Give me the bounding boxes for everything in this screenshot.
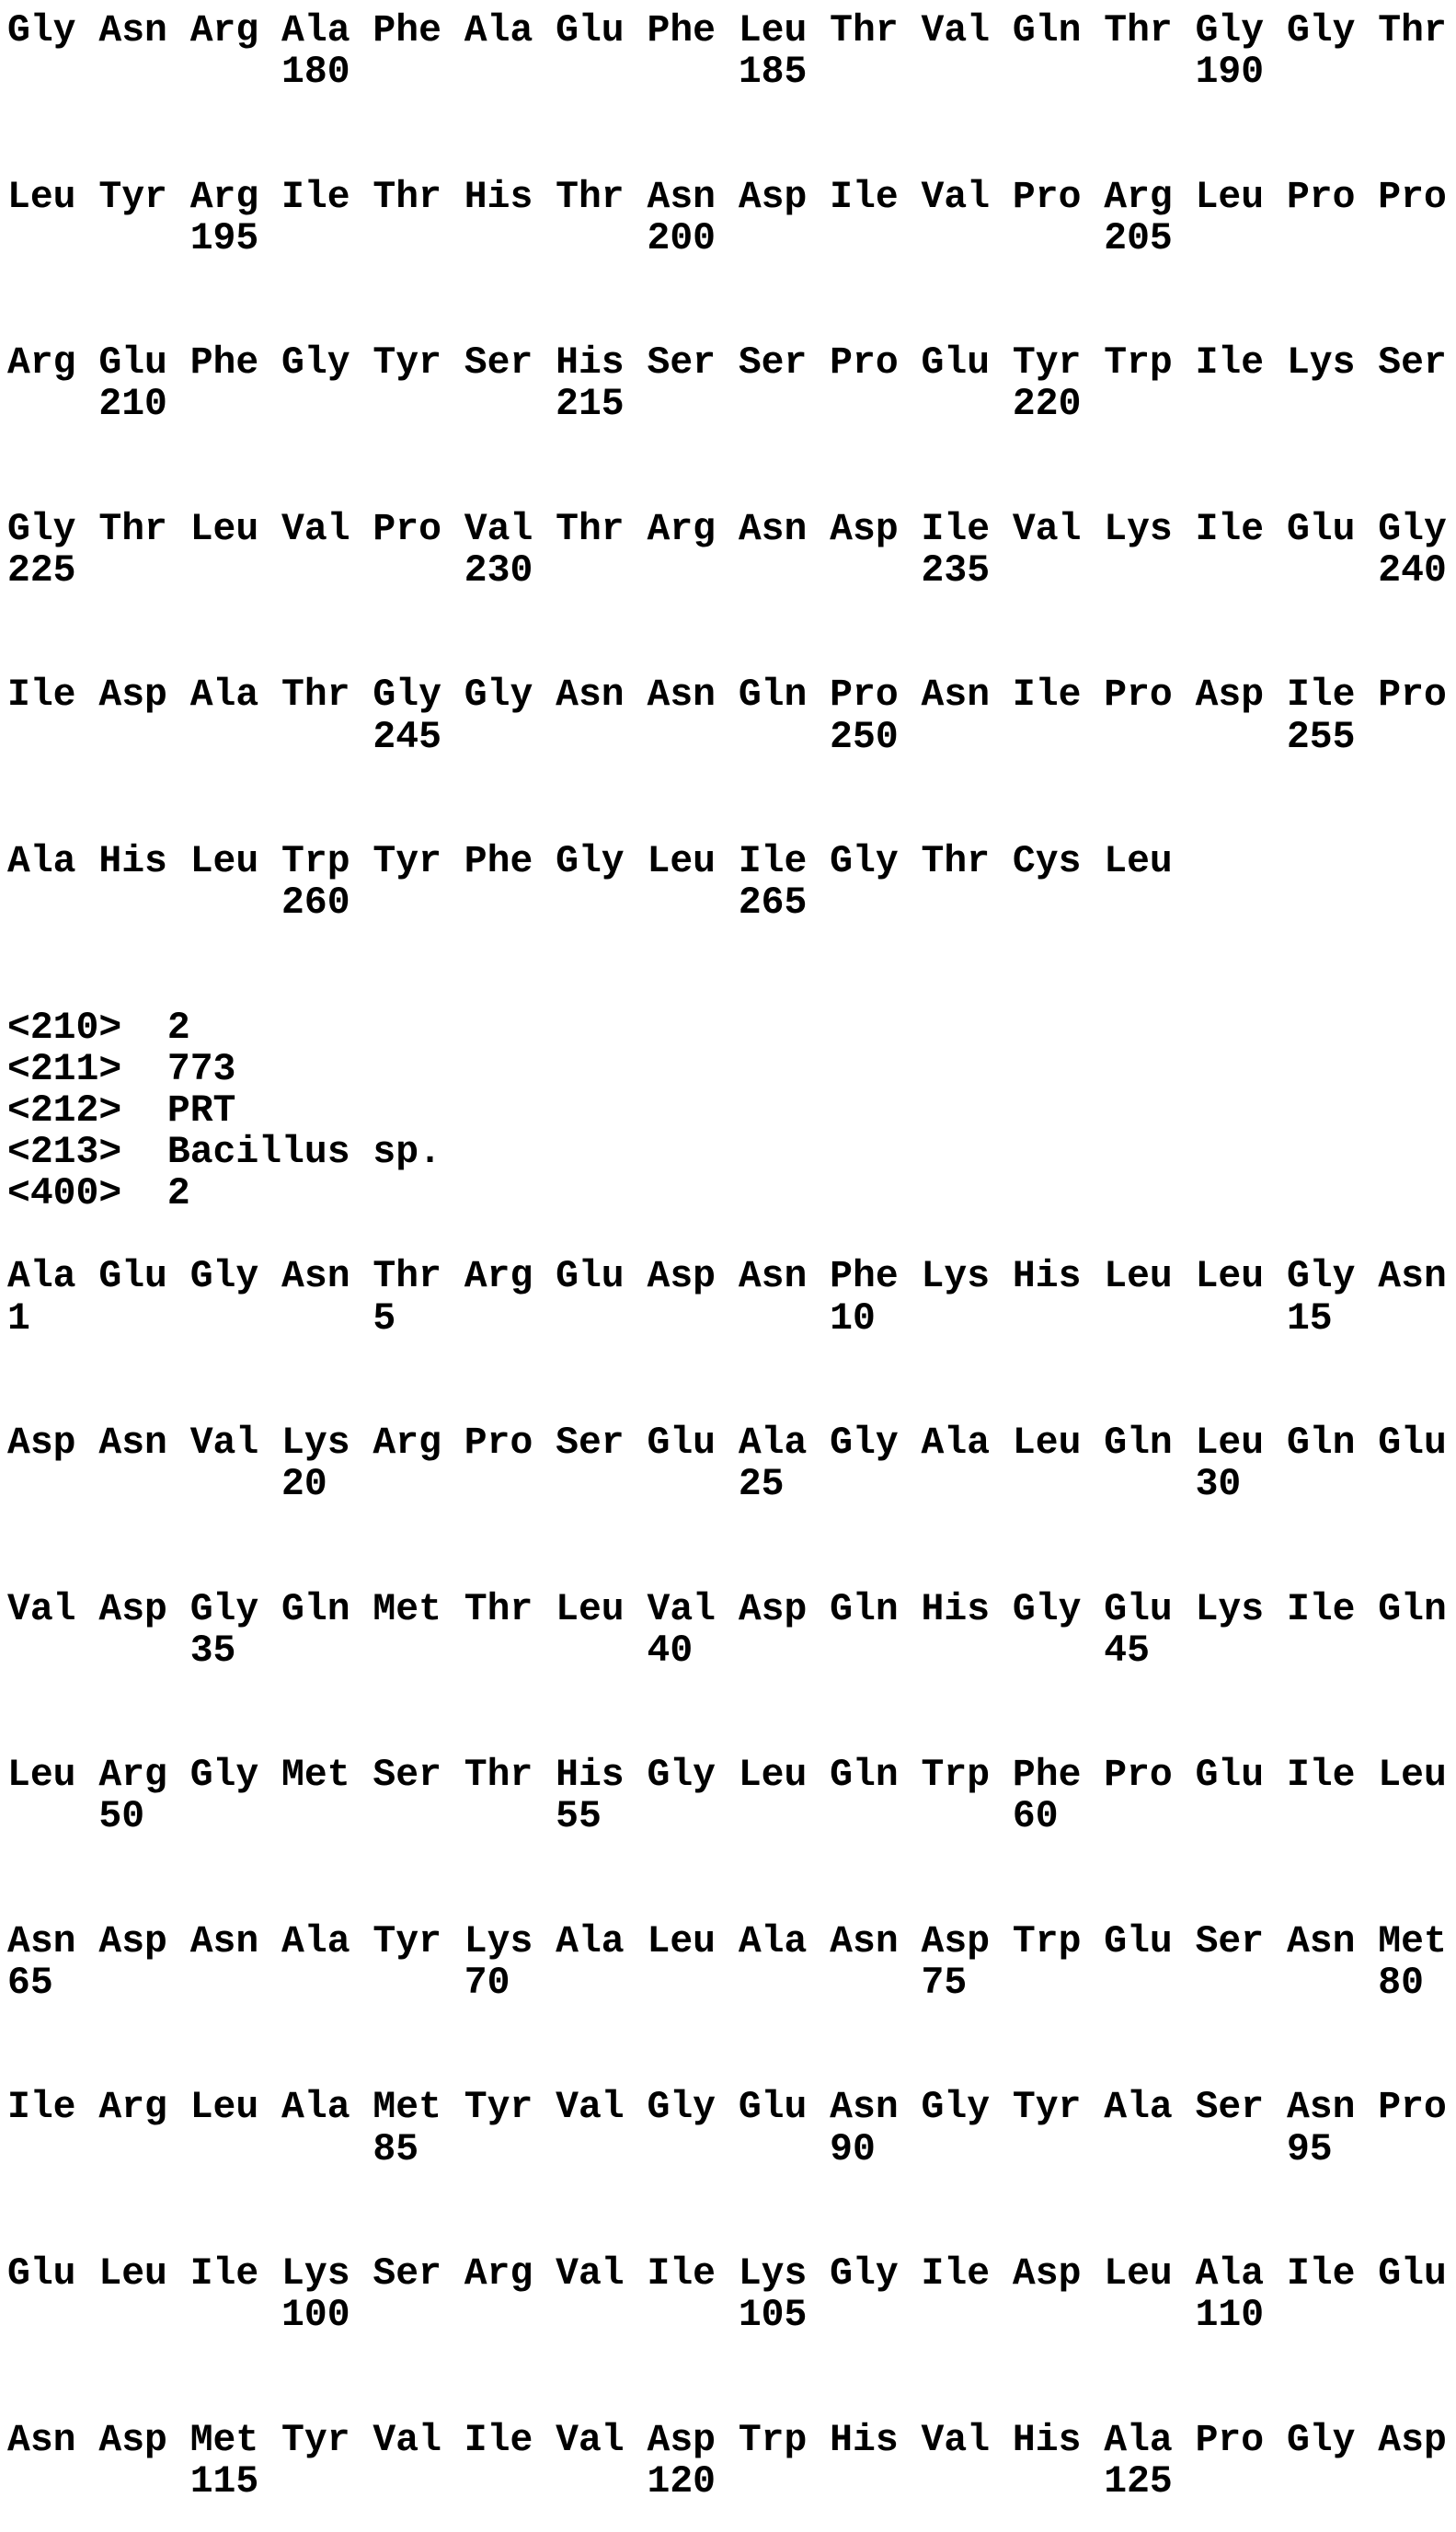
residue-line: Asn Asp Asn Ala Tyr Lys Ala Leu Ala Asn Asp Trp Glu Ser Asn Met [7,1920,1447,1963]
residue-number-line: 1 5 10 15 [7,1297,1333,1341]
residue-number-line: 210 215 220 [7,384,1082,427]
residue-number-line: 225 230 235 240 [7,549,1447,593]
residue-number-line: 85 90 95 [7,2128,1333,2171]
sequence-block [7,2254,1456,2421]
tag-line-400: <400> 2 [7,1173,190,1216]
tag-line-213: <213> Bacillus sp. [7,1131,441,1174]
residue-number-line: 180 185 190 [7,52,1265,95]
residue-line: Ile Arg Leu Ala Met Tyr Val Gly Glu Asn Gly Tyr Ala Ser Asn Pro [7,2087,1447,2130]
residue-line: Asn Asp Met Tyr Val Ile Val Asp Trp His Val His Ala Pro Gly Asp [7,2419,1447,2462]
tag-line-212: <212> PRT [7,1089,236,1133]
residue-line: Ala His Leu Trp Tyr Phe Gly Leu Ile Gly Thr Cys Leu [7,840,1173,883]
sequence-2-header [7,1008,1456,1216]
residue-number-line: 100 105 110 [7,2295,1265,2338]
residue-number-line: 195 200 205 [7,217,1173,260]
sequence-block [7,1590,1456,1756]
sequence-block [7,2088,1456,2254]
sequence-block [7,1423,1456,1590]
residue-line: Leu Arg Gly Met Ser Thr His Gly Leu Gln Trp Phe Pro Glu Ile Leu [7,1755,1447,1798]
residue-line: Glu Leu Ile Lys Ser Arg Val Ile Lys Gly Ile Asp Leu Ala Ile Glu [7,2252,1447,2296]
residue-line: Val Asp Gly Gln Met Thr Leu Val Asp Gln His Gly Glu Lys Ile Gln [7,1588,1447,1631]
residue-number-line: 245 250 255 [7,716,1356,759]
tag-line-211: <211> 773 [7,1048,236,1091]
residue-number-line: 50 55 60 [7,1796,1059,1839]
sequence-block [7,2421,1456,2532]
sequence-block [7,510,1456,676]
residue-number-line: 20 25 30 [7,1464,1242,1507]
sequence-block [7,178,1456,344]
residue-line: Gly Asn Arg Ala Phe Ala Glu Phe Leu Thr Val Gln Thr Gly Gly Thr [7,10,1447,52]
residue-number-line: 65 70 75 80 [7,1962,1424,2005]
residue-number-line: 115 120 125 [7,2460,1173,2503]
sequence-block [7,1922,1456,2089]
residue-line: Arg Glu Phe Gly Tyr Ser His Ser Ser Pro Glu Tyr Trp Ile Lys Ser [7,342,1447,386]
residue-line: Ala Glu Gly Asn Thr Arg Glu Asp Asn Phe Lys His Leu Leu Gly Asn [7,1256,1447,1299]
residue-number-line: 35 40 45 [7,1629,1150,1673]
residue-line: Ile Asp Ala Thr Gly Gly Asn Asn Gln Pro Asn Ile Pro Asp Ile Pro [7,674,1447,718]
residue-line: Gly Thr Leu Val Pro Val Thr Arg Asn Asp Ile Val Lys Ile Glu Gly [7,508,1447,551]
sequence-block [7,1755,1456,1922]
residue-line: Leu Tyr Arg Ile Thr His Thr Asn Asp Ile Val Pro Arg Leu Pro Pro [7,176,1447,219]
sequence-block [7,1257,1456,1423]
sequence-2-body [7,1257,1456,2532]
sequence-block [7,842,1456,1008]
sequence-block [7,675,1456,842]
residue-line: Asp Asn Val Lys Arg Pro Ser Glu Ala Gly Ala Leu Gln Leu Gln Glu [7,1422,1447,1465]
sequence-block [7,343,1456,510]
tag-line-210: <210> 2 [7,1007,190,1050]
sequence-block [7,11,1456,178]
residue-number-line: 260 265 [7,882,808,926]
